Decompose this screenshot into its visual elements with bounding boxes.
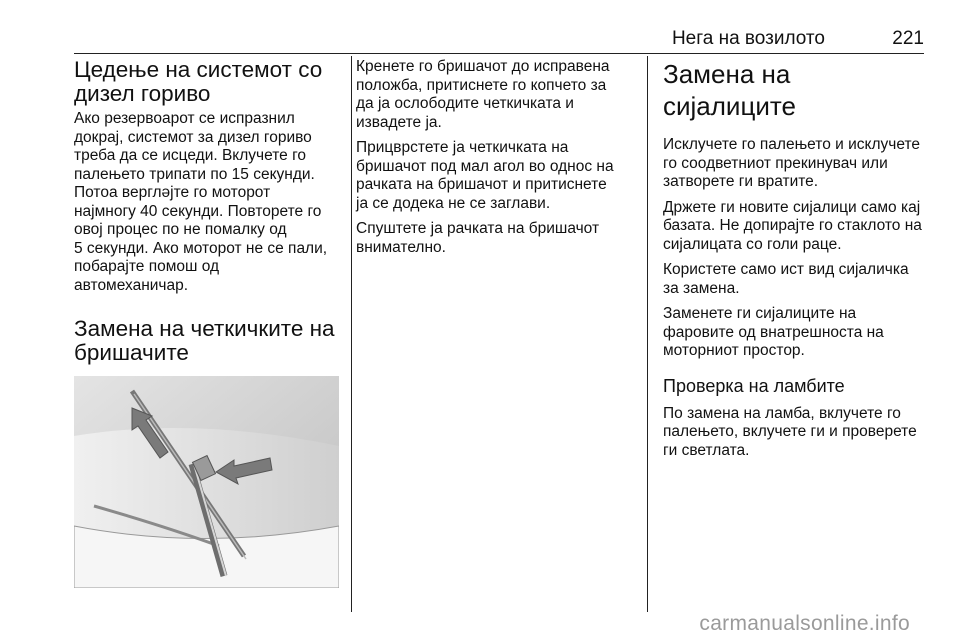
page-header (0, 0, 960, 60)
chapter-title: Нега на возилото (671, 28, 825, 49)
paragraph-same-type: Користете само ист вид сијаличка за замена. (663, 261, 909, 297)
heading-bulb-replacement: Замена на сијалиците (663, 59, 796, 121)
column-3 (663, 58, 929, 460)
heading-wiper-blades: Замена на четкичките на бришачите (74, 316, 335, 365)
column-divider-2 (647, 56, 648, 612)
column-divider-1 (351, 56, 352, 612)
paragraph-diesel-bleed: Ако резервоарот се испразнил докрај, системот за дизел гориво треба да се исцеди. Вклучете го палењето трипати по 15 секунди. Потоа вергләјте го моторот најмногу 40 секунди. Повторете го овој процес по не помалку од 5 секунди. Ако моторот не се пали, побарајте помош од автомеханичар. (74, 110, 328, 294)
paragraph-hold-bulbs: Држете ги новите сијалици само кај базата. Не допирајте го стаклото на сијалицата со голи раце. (663, 198, 922, 253)
heading-lamp-check: Проверка на ламбите (663, 375, 845, 396)
column-2 (356, 58, 636, 257)
header-rule (74, 53, 924, 54)
paragraph-lamp-check: По замена на ламба, вклучете го палењето, вклучете ги и проверете ги светлата. (663, 404, 917, 459)
page-number: 221 (892, 28, 924, 49)
paragraph-headlight-bulbs: Заменете ги сијалиците на фаровите од внатрешноста на моторниот простор. (663, 305, 884, 359)
paragraph-lower-arm: Спуштете ја рачката на бришачот внимателно. (356, 220, 600, 256)
wiper-illustration-svg (74, 376, 339, 588)
heading-diesel-bleed: Цедење на системот со дизел гориво (74, 57, 323, 106)
paragraph-raise-wiper: Кренете го бришачот до исправена положба, притиснете го копчето за да ја ослободите четкичката и извадете ја. (356, 58, 610, 131)
wiper-blade-illustration (74, 376, 339, 588)
paragraph-attach-blade: Прицврстете ја четкичката на бришачот под мал агол во однос на рачката на бришачот и притиснете ја се додека не се заглави. (356, 139, 614, 212)
paragraph-switch-off: Исклучете го палењето и исклучете го соодветниот прекинувач или затворете ги вратите. (663, 136, 920, 190)
watermark: carmanualsonline.info (699, 612, 910, 635)
column-1 (74, 58, 344, 365)
